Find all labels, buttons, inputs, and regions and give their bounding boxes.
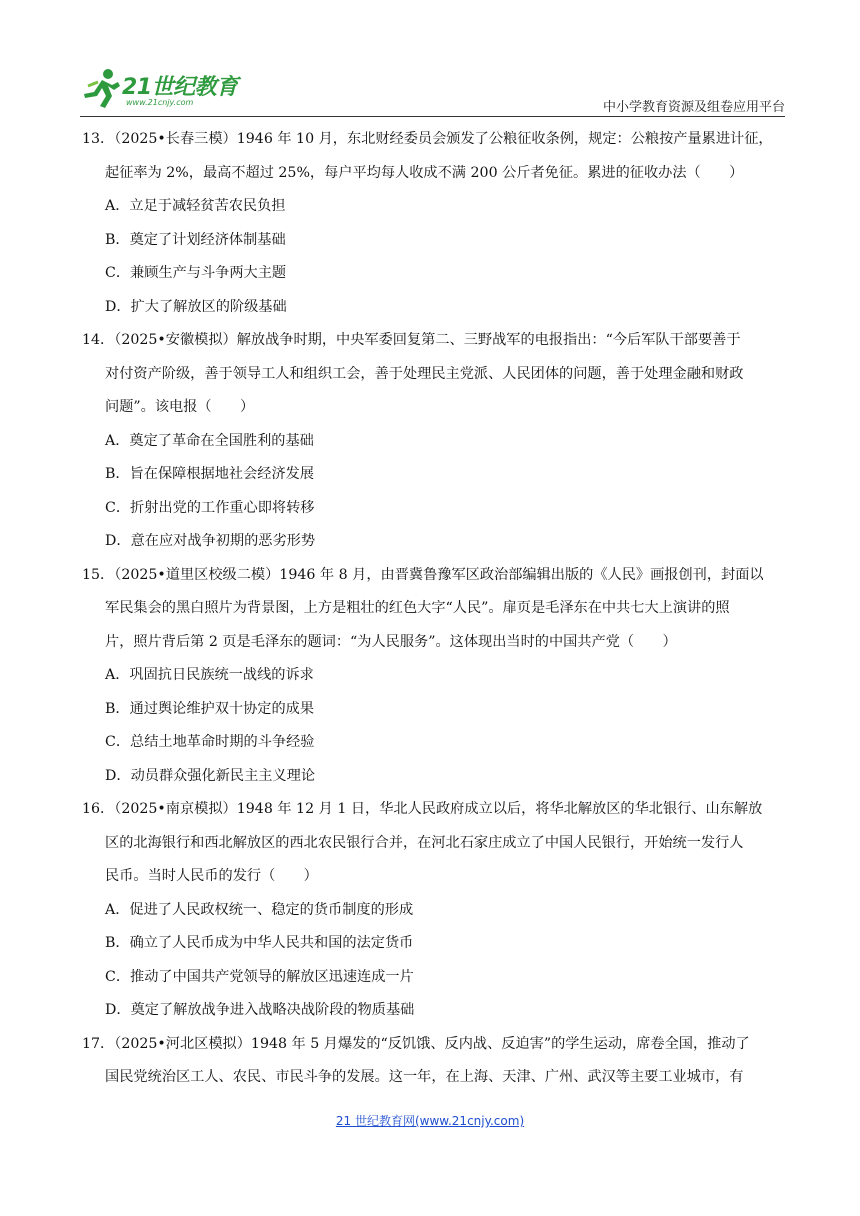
logo-subtext: www.21cnjy.com [126, 98, 194, 107]
platform-name: 中小学教育资源及组卷应用平台 [602, 100, 785, 115]
question-list [82, 123, 790, 1095]
question-item [82, 123, 790, 324]
question-stem-line: 13．（2025•长春三模）1946 年 10 月，东北财经委员会颁发了公粮征收条例，规定：公粮按产量累进计征， [82, 131, 773, 147]
logo-text: 21世纪教育 [122, 75, 238, 100]
option-a: A．促进了人民政权统一、稳定的货币制度的形成 [105, 901, 414, 918]
question-stem-line: 区的北海银行和西北解放区的西北农民银行合并，在河北石家庄成立了中国人民银行，开始统一发行人 [105, 834, 744, 851]
option-d: D．扩大了解放区的阶级基础 [105, 298, 287, 315]
question-item [82, 793, 790, 1028]
question-stem-line: 片，照片背后第 2 页是毛泽东的题词：“为人民服务”。这体现出当时的中国共产党（ ） [105, 633, 677, 650]
question-stem-line: 军民集会的黑白照片为背景图，上方是粗壮的红色大字“人民”。扉页是毛泽东在中共七大上演讲的照 [105, 600, 730, 616]
question-stem-line: 起征率为 2%，最高不超过 25%，每户平均每人收成不满 200 公斤者免征。累进的征收办法（ ） [105, 164, 744, 181]
question-stem-line: 国民党统治区工人、农民、市民斗争的发展。这一年，在上海、天津、广州、武汉等主要工业城市，有 [105, 1069, 744, 1085]
runner-logo-icon [80, 66, 124, 110]
option-b: B．通过舆论维护双十协定的成果 [105, 700, 315, 717]
option-d: D．奠定了解放战争进入战略决战阶段的物质基础 [105, 1002, 415, 1018]
option-d: D．动员群众强化新民主主义理论 [105, 767, 316, 784]
option-b: B．确立了人民币成为中华人民共和国的法定货币 [105, 935, 414, 951]
header-divider [80, 116, 785, 117]
option-c: C．推动了中国共产党领导的解放区迅速连成一片 [105, 968, 414, 985]
option-a: A．奠定了革命在全国胜利的基础 [105, 432, 314, 449]
question-stem-line: 15．（2025•道里区校级二模）1946 年 8 月，由晋冀鲁豫军区政治部编辑出版的《人民》画报创刊，封面以 [82, 566, 764, 583]
option-b: B．奠定了计划经济体制基础 [105, 231, 286, 248]
option-a: A．巩固抗日民族统一战线的诉求 [105, 667, 314, 683]
question-stem-line: 16．（2025•南京模拟）1948 年 12 月 1 日，华北人民政府成立以后，将华北解放区的华北银行、山东解放 [82, 801, 763, 817]
option-c: C．兼顾生产与斗争两大主题 [105, 265, 287, 281]
option-c: C．折射出党的工作重心即将转移 [105, 499, 315, 516]
option-c: C．总结土地革命时期的斗争经验 [105, 734, 315, 750]
question-item [82, 1028, 790, 1095]
option-b: B．旨在保障根据地社会经济发展 [105, 466, 315, 482]
question-stem-line: 17．（2025•河北区模拟）1948 年 5 月爆发的“反饥饿、反内战、反迫害”的学生运动，席卷全国，推动了 [82, 1035, 750, 1052]
question-item [82, 559, 790, 794]
option-a: A．立足于减轻贫苦农民负担 [105, 198, 286, 214]
question-stem-line: 民币。当时人民币的发行（ ） [105, 868, 318, 884]
page-header [80, 64, 785, 116]
question-stem-line: 对付资产阶级，善于领导工人和组织工会，善于处理民主党派、人民团体的问题，善于处理金融和财政 [105, 365, 744, 382]
question-stem-line: 问题”。该电报（ ） [105, 399, 255, 415]
question-item [82, 324, 790, 559]
page-footer [0, 1112, 860, 1129]
footer-link[interactable]: 21 世纪教育网(www.21cnjy.com) [335, 1114, 525, 1128]
option-d: D．意在应对战争初期的恶劣形势 [105, 533, 316, 549]
question-stem-line: 14．（2025•安徽模拟）解放战争时期，中央军委回复第二、三野战军的电报指出：“今后军队干部要善于 [82, 332, 741, 348]
logo [80, 64, 260, 114]
